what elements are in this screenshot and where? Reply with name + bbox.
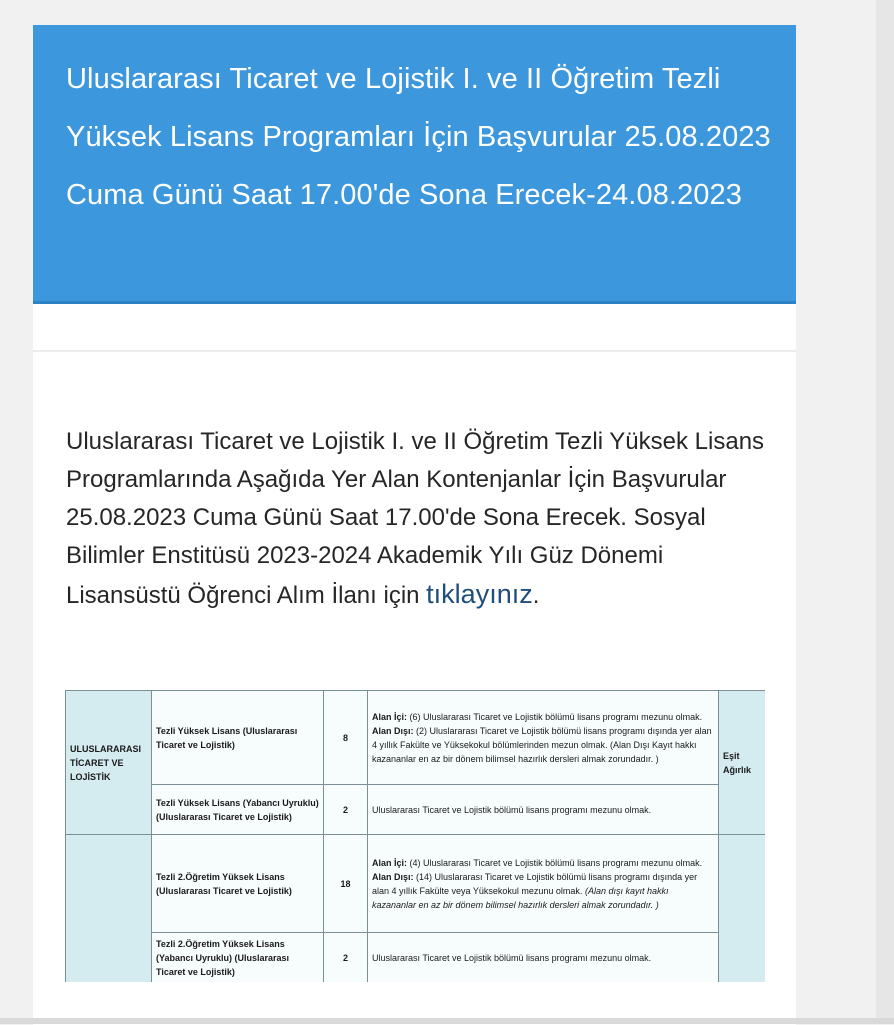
score-type-cell: Eşit Ağırlık <box>719 691 766 835</box>
program-cell: Tezli Yüksek Lisans (Yabancı Uyruklu) (Uluslararası Ticaret ve Lojistik) <box>152 785 324 835</box>
department-cell-empty <box>66 835 152 983</box>
outside-field-note: (Alan dışı kayıt hakkı kazananlar en az bir dönem bilimsel hazırlık dersleri almak zorundadır. ) <box>372 885 669 910</box>
page-bottom-edge <box>0 1018 894 1024</box>
program-cell: Tezli 2.Öğretim Yüksek Lisans (Uluslararası Ticaret ve Lojistik) <box>152 835 324 933</box>
page-title: Uluslararası Ticaret ve Lojistik I. ve II Öğretim Tezli Yüksek Lisans Programları İçin Başvurular 25.08.2023 Cuma Günü Saat 17.00'de Sona Erecek-24.08.2023 <box>66 63 771 211</box>
inside-field-text: (4) Uluslararası Ticaret ve Lojistik bölümü lisans programı mezunu olmak. <box>409 857 703 868</box>
table-row <box>66 835 766 933</box>
requirement-cell <box>368 691 719 785</box>
announcement-text: Uluslararası Ticaret ve Lojistik I. ve II Öğretim Tezli Yüksek Lisans Programlarında Aşağıda Yer Alan Kontenjanlar İçin Başvurular 25.08.2023 Cuma Günü Saat 17.00'de Sona Erecek. Sosyal Bilimler Enstitüsü 2023-2024 Akademik Yılı Güz Dönemi Lisansüstü Öğrenci Alım İlanı için <box>66 428 765 609</box>
quota-cell: 18 <box>324 835 368 933</box>
page-right-edge <box>876 0 894 1024</box>
outside-field-text: (2) Uluslararası Ticaret ve Lojistik bölümü lisans programı dışında yer alan 4 yıllık Fakülte ve Yüksekokul bölümlerinden mezun olmak. (Alan Dışı Kayıt hakkı kazananlar en az bir dönem bilimsel hazırlık dersleri almak zorundadır. ) <box>372 725 712 764</box>
quota-cell: 8 <box>324 691 368 785</box>
click-here-link[interactable]: tıklayınız <box>426 579 533 609</box>
quota-cell: 2 <box>324 785 368 835</box>
announcement-card <box>33 25 796 1025</box>
table-row <box>66 691 766 785</box>
outside-field-label: Alan Dışı: <box>372 871 414 882</box>
requirement-cell: Uluslararası Ticaret ve Lojistik bölümü lisans programı mezunu olmak. <box>368 933 719 983</box>
quota-table <box>65 690 765 982</box>
section-divider <box>33 350 796 352</box>
inside-field-text: (6) Uluslararası Ticaret ve Lojistik bölümü lisans programı mezunu olmak. <box>409 711 703 722</box>
department-cell: ULUSLARARASI TİCARET VE LOJİSTİK <box>66 691 152 835</box>
inside-field-label: Alan İçi: <box>372 711 408 722</box>
score-type-cell-empty <box>719 835 766 983</box>
announcement-period: . <box>532 582 540 609</box>
table-row <box>66 785 766 835</box>
quota-table-image <box>65 690 765 982</box>
quota-cell: 2 <box>324 933 368 983</box>
requirement-cell <box>368 835 719 933</box>
outside-field-label: Alan Dışı: <box>372 725 414 736</box>
program-cell: Tezli 2.Öğretim Yüksek Lisans (Yabancı Uyruklu) (Uluslararası Ticaret ve Lojistik) <box>152 933 324 983</box>
announcement-body <box>66 423 766 615</box>
outside-field-text: (14) Uluslararası Ticaret ve Lojistik bölümü lisans programı dışında yer alan 4 yıllık Fakülte veya Yüksekokul mezunu olmak. <box>372 871 698 896</box>
program-cell: Tezli Yüksek Lisans (Uluslararası Ticaret ve Lojistik) <box>152 691 324 785</box>
requirement-cell: Uluslararası Ticaret ve Lojistik bölümü lisans programı mezunu olmak. <box>368 785 719 835</box>
table-row <box>66 933 766 983</box>
inside-field-label: Alan İçi: <box>372 857 408 868</box>
title-banner <box>33 25 796 304</box>
